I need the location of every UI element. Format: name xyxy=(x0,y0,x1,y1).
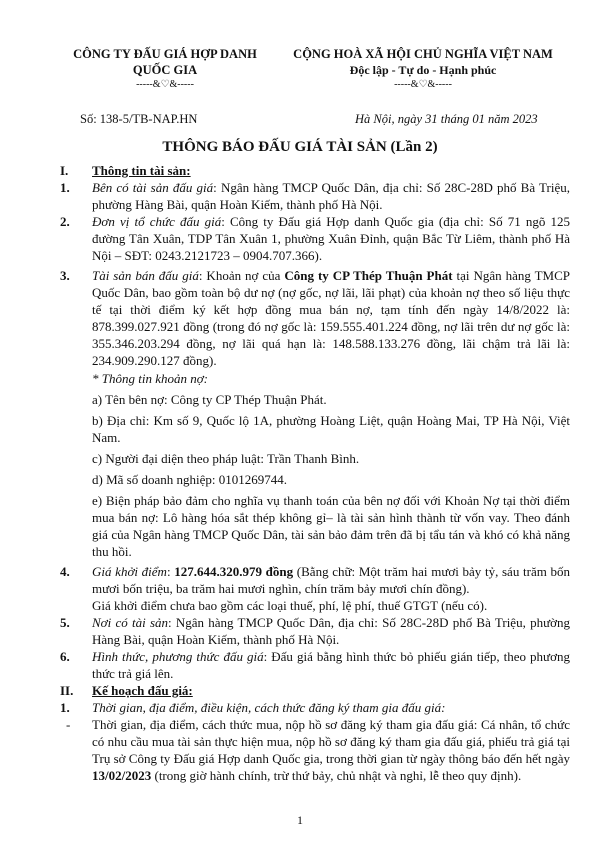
debt-info-line: a) Tên bên nợ: Công ty CP Thép Thuận Phát. xyxy=(92,392,327,407)
section-title: Thông tin tài sản: xyxy=(92,163,191,178)
bullet-text xyxy=(92,716,570,784)
bullet-marker: - xyxy=(66,717,71,732)
list-item xyxy=(60,614,570,648)
item-label: Tài sản bán đấu giá xyxy=(92,268,199,283)
item-colon: : xyxy=(441,700,446,715)
list-item xyxy=(60,179,570,213)
bullet-content: (trong giờ hành chính, trừ thứ bảy, chủ nhật và nghỉ, lễ theo quy định). xyxy=(151,768,522,783)
item-number: 4. xyxy=(60,564,70,579)
national-motto-line2: Độc lập - Tự do - Hạnh phúc xyxy=(349,63,497,77)
section-number: II. xyxy=(60,683,74,698)
issuer-header xyxy=(60,46,270,92)
debt-info-heading: * Thông tin khoản nợ: xyxy=(92,371,208,386)
item-content: tại Ngân hàng TMCP Quốc Dân, bao gồm toàn bộ dư nợ (nợ gốc, nợ lãi, lãi phạt) của khoản nợ theo số liệu thực tế tại thời điểm ký kết hợp đồng mua bán nợ, tạm tính đến ngày 14/8/2022 là: 878.399.027.921 đồng (trong đó nợ gốc là: 159.555.401.224 đồng, nợ lãi trên dư nợ gốc là: 355.346.203.294 đồng, nợ lãi quá hạn là: 148.588.133.276 đồng, lãi chậm trả lãi là: 234.909.290.127 đồng). xyxy=(92,268,570,368)
issuer-name-line1: CÔNG TY ĐẤU GIÁ HỢP DANH xyxy=(73,47,257,61)
page-title: THÔNG BÁO ĐẤU GIÁ TÀI SẢN (Lần 2) xyxy=(162,139,438,155)
item-text xyxy=(92,267,570,369)
item-number: 6. xyxy=(60,649,70,664)
item-text xyxy=(92,213,570,264)
bullet-item xyxy=(60,716,570,784)
debt-info-line: e) Biện pháp bảo đảm cho nghĩa vụ thanh toán của bên nợ đối với Khoản Nợ tại thời điểm mua bán nợ: Lô hàng hóa sắt thép không gỉ– là tài sản hình thành từ vốn vay. Theo đánh giá của Ngân hàng TMCP Quốc Dân, tài sản bảo đảm trên đã bị tẩu tán và khó có khả năng thu hồi. xyxy=(92,493,570,559)
item-content: (Bằng chữ: Một trăm hai mươi bảy tỷ, sáu trăm bốn mươi bốn triệu, ba trăm hai mươi nghìn, chín trăm bảy mươi chín đồng). xyxy=(92,564,570,596)
item-content: : Khoản nợ của xyxy=(198,268,285,283)
issuer-name-line2: QUỐC GIA xyxy=(132,63,198,77)
bullet-content: Thời gian, địa điểm, cách thức mua, nộp hồ sơ đăng ký tham gia đấu giá: Cá nhân, tổ chức có nhu cầu mua tài sản thực hiện mua, nộp hồ sơ đăng ký tham gia đấu giá, phiếu trả giá tại Trụ sở Công ty Đấu giá Hợp danh Quốc gia, trong thời gian từ ngày thông báo đến hết ngày xyxy=(92,717,570,766)
item-label: Bên có tài sản đấu giá xyxy=(92,180,214,195)
item-number: 5. xyxy=(60,615,70,630)
item-text xyxy=(92,699,570,716)
item-number: 1. xyxy=(60,180,70,195)
ornament-divider: -----&♡&----- xyxy=(394,79,452,90)
page-number: 1 xyxy=(297,813,303,827)
item-number: 3. xyxy=(60,268,70,283)
section-heading xyxy=(60,682,570,699)
national-motto-line1: CỘNG HOÀ XÃ HỘI CHỦ NGHĨA VIỆT NAM xyxy=(293,47,553,61)
list-item xyxy=(60,648,570,682)
starting-price: 127.644.320.979 đồng xyxy=(174,564,294,579)
document-body xyxy=(60,162,570,784)
item-number: 1. xyxy=(60,700,70,715)
price-note: Giá khởi điểm chưa bao gồm các loại thuế, phí, lệ phí, thuế GTGT (nếu có). xyxy=(92,598,488,613)
document-number: Số: 138-5/TB-NAP.HN xyxy=(80,112,198,126)
national-header xyxy=(278,46,568,92)
item-content: : Ngân hàng TMCP Quốc Dân, địa chỉ: Số 28C-28D phố Bà Triệu, phường Hàng Bài, quận Hoàn Kiếm, thành phố Hà Nội. xyxy=(92,180,570,212)
item-content: : Đấu giá bằng hình thức bỏ phiếu gián tiếp, theo phương thức trả giá lên. xyxy=(92,649,570,681)
document-date: Hà Nội, ngày 31 tháng 01 năm 2023 xyxy=(355,112,538,126)
item-text xyxy=(92,614,570,648)
list-item xyxy=(60,563,570,614)
item-label: Giá khởi điểm xyxy=(92,564,167,579)
item-content: : Công ty Đấu giá Hợp danh Quốc gia (địa chỉ: Số 71 ngõ 125 đường Tân Xuân, TDP Tân Xuân 1, phường Xuân Đỉnh, quận Bắc Từ Liêm, thành phố Hà Nội – SĐT: 0243.2121723 – 0904.707.366). xyxy=(92,214,570,263)
item-text xyxy=(92,179,570,213)
list-item xyxy=(60,213,570,264)
item-colon: : xyxy=(166,564,175,579)
item-number: 2. xyxy=(60,214,70,229)
item-label: Thời gian, địa điểm, điều kiện, cách thức đăng ký tham gia đấu giá xyxy=(92,700,442,715)
section-number: I. xyxy=(60,163,69,178)
item-label: Đơn vị tổ chức đấu giá xyxy=(92,214,222,229)
list-item xyxy=(60,699,570,716)
item-label: Nơi có tài sản xyxy=(92,615,168,630)
debt-info-line: d) Mã số doanh nghiệp: 0101269744. xyxy=(92,472,287,487)
item-text xyxy=(92,563,570,614)
debt-info-line: b) Địa chỉ: Km số 9, Quốc lộ 1A, phường Hoàng Liệt, quận Hoàng Mai, TP Hà Nội, Việt Nam. xyxy=(92,413,570,445)
item-content: : Ngân hàng TMCP Quốc Dân, địa chỉ: Số 28C-28D phố Bà Triệu, phường Hàng Bài, quận Hoàn Kiếm, thành phố Hà Nội. xyxy=(92,615,570,647)
item-label: Hình thức, phương thức đấu giá xyxy=(92,649,264,664)
section-heading xyxy=(60,162,570,179)
debt-info-line: c) Người đại diện theo pháp luật: Trần Thanh Bình. xyxy=(92,451,360,466)
registration-deadline: 13/02/2023 xyxy=(92,768,152,783)
item-text xyxy=(92,648,570,682)
debtor-company-name: Công ty CP Thép Thuận Phát xyxy=(284,268,453,283)
ornament-divider: -----&♡&----- xyxy=(136,79,194,90)
list-item xyxy=(60,267,570,369)
section-title: Kế hoạch đấu giá: xyxy=(92,683,193,698)
